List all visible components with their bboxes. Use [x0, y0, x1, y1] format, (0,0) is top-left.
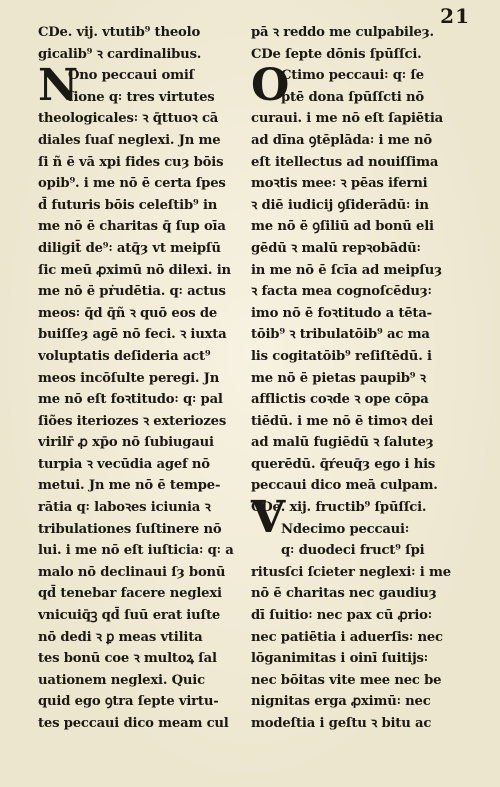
text-line: diales ſuaſ neglexi. Jn me — [38, 132, 221, 148]
text-line: uationem neglexi. Quic — [38, 672, 205, 688]
text-line: querēdū. q̄ŕeuq̄ȝ ego i his — [251, 456, 436, 472]
text-line: diligit̄ de⁹꞉ atq̄ȝ vt meipſū — [38, 240, 221, 256]
text-line: me nō eſt foꝛtitudo꞉ q꞉ pal — [38, 392, 223, 408]
text-line: theologicales꞉ ꝛ q̄ttuoꝛ cā — [38, 111, 219, 127]
text-line: nec patiētia i aduerſis꞉ nec — [251, 629, 443, 645]
text-line: ꝛ diē iudicij ꝯſiderādū꞉ in — [251, 197, 429, 213]
text-line: ſic meū ꝓximū nō dilexi. in — [38, 262, 231, 278]
text-line: meos incōſulte peregi. Jn — [38, 370, 220, 386]
text-line: me nō ē ꝯſiliū ad bonū eli — [251, 219, 434, 235]
folio-number: 21 — [440, 4, 470, 28]
text-line: imo nō ē foꝛtitudo a tēta- — [251, 305, 432, 321]
text-line: nignitas erga ꝓximū꞉ nec — [251, 694, 431, 710]
text-line: modeſtia i geſtu ꝛ bitu ac — [251, 716, 432, 731]
dropcap-right-septimo: O — [251, 60, 290, 111]
text-line: Ctimo peccaui꞉ q꞉ ſe — [281, 68, 425, 84]
text-line: tiēdū. i me nō ē timoꝛ dei — [251, 413, 434, 429]
text-line: CDe ſepte dōnis ſpūſſci. — [251, 46, 422, 62]
text-line: lui. i me nō eſt iuſticia꞉ q꞉ a — [38, 543, 234, 559]
text-line: ſiões iteriozes ꝛ exteriozes — [38, 413, 227, 429]
dropcap-right-undecimo: V — [251, 492, 286, 543]
text-line: Ndecimo peccaui꞉ — [281, 521, 410, 537]
text-line: q꞉ duodeci fruct⁹ ſpi — [281, 543, 425, 559]
text-line: gēdū ꝛ malū repꝛobādū꞉ — [251, 240, 421, 256]
text-line: ſi ñ ē vā xpi fides cuȝ bōis — [38, 154, 224, 170]
text-line: ſione q꞉ tres virtutes — [68, 89, 215, 105]
text-line: vnicuiq̄ꝫ qd̄ ſuū erat iuſte — [38, 608, 221, 624]
text-line: tes peccaui dico meam cul — [38, 716, 229, 731]
text-line: ad dīna ꝯtēplāda꞉ i me nō — [251, 132, 432, 148]
text-line: me nō ē pietas paupib⁹ ꝛ — [251, 370, 426, 386]
text-line: rātia q꞉ laboꝛes iciunia ꝛ — [38, 500, 211, 516]
text-line: tes bonū coe ꝛ multoꝝ ſal — [38, 651, 217, 667]
text-line: Ono peccaui omiſ — [68, 68, 195, 84]
text-line: CDe. vij. vtutib⁹ theolo — [38, 25, 201, 40]
text-line: CDe. xij. fructib⁹ ſpūſſci. — [251, 500, 427, 516]
text-line: turpia ꝛ vecūdia agef nō — [38, 456, 210, 472]
text-line: virilr̄ ꝓ xp̄o nō ſubiugaui — [38, 435, 214, 451]
text-line: buiſſeȝ agē nō feci. ꝛ iuxta — [38, 327, 227, 343]
text-line: me nō ē pṙudētia. q꞉ actus — [38, 284, 226, 300]
text-line: nō dedi ꝛ ꝑ meas vtilita — [38, 629, 203, 645]
text-line: gicalib⁹ ꝛ cardinalibus. — [38, 46, 202, 62]
text-line: eſt itellectus ad nouiſſima — [251, 154, 439, 170]
text-line: opib⁹. i me nō ē certa ſpes — [38, 176, 226, 192]
text-line: metui. Jn me nō ē tempe- — [38, 478, 221, 494]
text-line: malo nō declinaui ſȝ bonū — [38, 564, 226, 580]
text-line: afflictis coꝛde ꝛ ope cōpa — [251, 392, 429, 408]
text-line: peccaui dico meā culpam. — [251, 478, 438, 494]
text-line: ritusſci ſcieter neglexi꞉ i me — [251, 564, 451, 580]
text-line: in me nō ē ſcīa ad meipſuȝ — [251, 262, 442, 278]
text-line: nō ē charitas nec gaudiuȝ — [251, 586, 437, 602]
text-line: lis cogitatōib⁹ reſiſtēdū. i — [251, 348, 432, 364]
text-line: lōganimitas i oinī ſuitijs꞉ — [251, 651, 428, 667]
text-line: tōib⁹ ꝛ tribulatōib⁹ ac ma — [251, 327, 430, 343]
left-column — [38, 22, 238, 735]
text-line: nec bōitas vite mee nec be — [251, 672, 442, 688]
text-line: ꝛ facta mea cognoſcēduȝ꞉ — [251, 284, 432, 300]
text-line: tribulationes ſuſtinere nō — [38, 521, 222, 537]
text-line: d̄ futuris bōis celeſtib⁹ in — [38, 197, 218, 213]
text-line: me nō ē charitas q̄ ſup oīa — [38, 219, 226, 235]
dropcap-left: N — [38, 60, 79, 111]
text-line: curaui. i me nō eſt ſapiētia — [251, 111, 444, 127]
text-line: pā ꝛ reddo me culpabileȝ. — [251, 25, 434, 40]
text-line: ptē dona ſpūſſcti nō — [281, 89, 424, 105]
right-column — [251, 22, 451, 735]
text-line: quid ego ꝯtra ſepte virtu- — [38, 694, 219, 710]
text-line: meos꞉ q̄d q̄ñ ꝛ quō eos de — [38, 305, 218, 321]
text-line: voluptatis deſideria act⁹ — [38, 348, 211, 364]
text-line: qd̄ tenebar facere neglexi — [38, 586, 222, 602]
text-line: ad malū fugiēdū ꝛ ſaluteȝ — [251, 435, 434, 451]
text-line: moꝛtis mee꞉ ꝛ pēas iferni — [251, 176, 428, 192]
text-line: dī ſuitio꞉ nec pax cū ꝓrio꞉ — [251, 608, 432, 624]
